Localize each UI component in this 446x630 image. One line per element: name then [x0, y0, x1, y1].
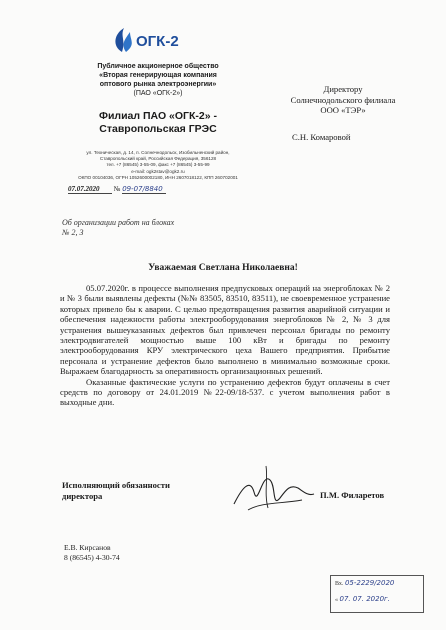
logo-text: ОГК-2 [136, 33, 179, 50]
stamp-number-label: Вх. [335, 581, 344, 587]
signature-scribble [228, 458, 318, 520]
registration-number: 09-07/8840 [122, 185, 166, 194]
signatory-name: П.М. Филаретов [320, 490, 385, 500]
executor-info [64, 543, 120, 563]
greeting: Уважаемая Светлана Николаевна! [148, 263, 298, 273]
address-line: тел. +7 (86545) 3-55-09, факс +7 (86545) 3-55-99 [106, 162, 210, 168]
address-line: ОКПО 00104036, ОГРН 1052600002180, ИНН 2607018122, КПП 260702001 [78, 174, 238, 180]
sender-address [58, 150, 258, 181]
org-line: (ПАО «ОГК-2») [133, 90, 183, 97]
branch-title [58, 110, 258, 136]
address-line: ул. Техническая, д. 14, п. Солнечнодольск, Изобильненский район, [86, 150, 230, 155]
subject-line: Об организации работ на блоках [62, 218, 175, 227]
incoming-registration-stamp [330, 575, 424, 613]
recipient-line: Солнечнодольского филиала [290, 94, 396, 105]
executor-name: Е.В. Кирсанов [64, 543, 111, 552]
letter-body [60, 283, 390, 408]
registration-number-label: № [113, 185, 121, 193]
signatory-title-line: Исполняющий обязанности [62, 480, 170, 490]
stamp-date-label: « [335, 597, 338, 603]
ogk2-flame-logo-icon [108, 22, 208, 58]
handwritten-signature [228, 458, 318, 520]
registration-date: 07.07.2020 [68, 185, 112, 194]
org-line: «Вторая генерирующая компания [99, 72, 217, 79]
body-paragraph: 05.07.2020г. в процессе выполнения предпусковых операций на энергоблоках № 2 и № 3 были выявлены дефекты (№№ 83505, 83510, 83511), не своевременное устранение которых привело бы к аварии. С целью предотвращения развития аварийной ситуации и обеспечения надежности работы электрооборудования энергоблоков № 2, № 3 для устранения вышеуказанных дефектов был привлечен персонал бригады по ремонту электродвигателей мощностью выше 100 кВт и бригады по ремонту электрооборудования КРУ электрического цеха Вашего предприятия. Прибытие персонала и устранение дефектов было выполнено в минимально возможные сроки. Выражаем благодарность за оперативность организационных решений. [60, 283, 390, 377]
subject-line: № 2, 3 [62, 228, 84, 237]
recipient-line: Директору [323, 84, 363, 94]
branch-title-line: Ставропольская ГРЭС [99, 123, 217, 135]
address-line: Ставропольский край, Российская Федерация, 356128 [99, 156, 217, 162]
letter-subject [62, 218, 202, 238]
org-line: оптового рынка электроэнергии» [99, 81, 217, 88]
org-line: Публичное акционерное общество [97, 63, 219, 70]
signatory-title [62, 480, 222, 502]
branch-title-line: Филиал ПАО «ОГК-2» - [98, 110, 217, 122]
stamp-number: 05-2229/2020 [344, 579, 395, 587]
recipient-line: ООО «ТЭР» [320, 105, 366, 115]
recipient-block [268, 84, 418, 142]
registration-line [68, 185, 268, 194]
executor-phone: 8 (86545) 4-30-74 [64, 553, 120, 562]
recipient-name: С.Н. Комаровой [292, 131, 351, 142]
sender-organization [58, 62, 258, 98]
stamp-date: 07. 07. 2020г. [339, 595, 390, 603]
body-paragraph: Оказанные фактические услуги по устранению дефектов будут оплачены в счет средств по договору от 24.01.2019 №22-09/18-537. с учетом выполнения работ в выходные дни. [60, 376, 390, 408]
signatory-title-line: директора [62, 491, 103, 501]
company-logo [108, 22, 208, 58]
address-line: e-mail: ogk2stav@ogk2.ru [131, 168, 185, 174]
